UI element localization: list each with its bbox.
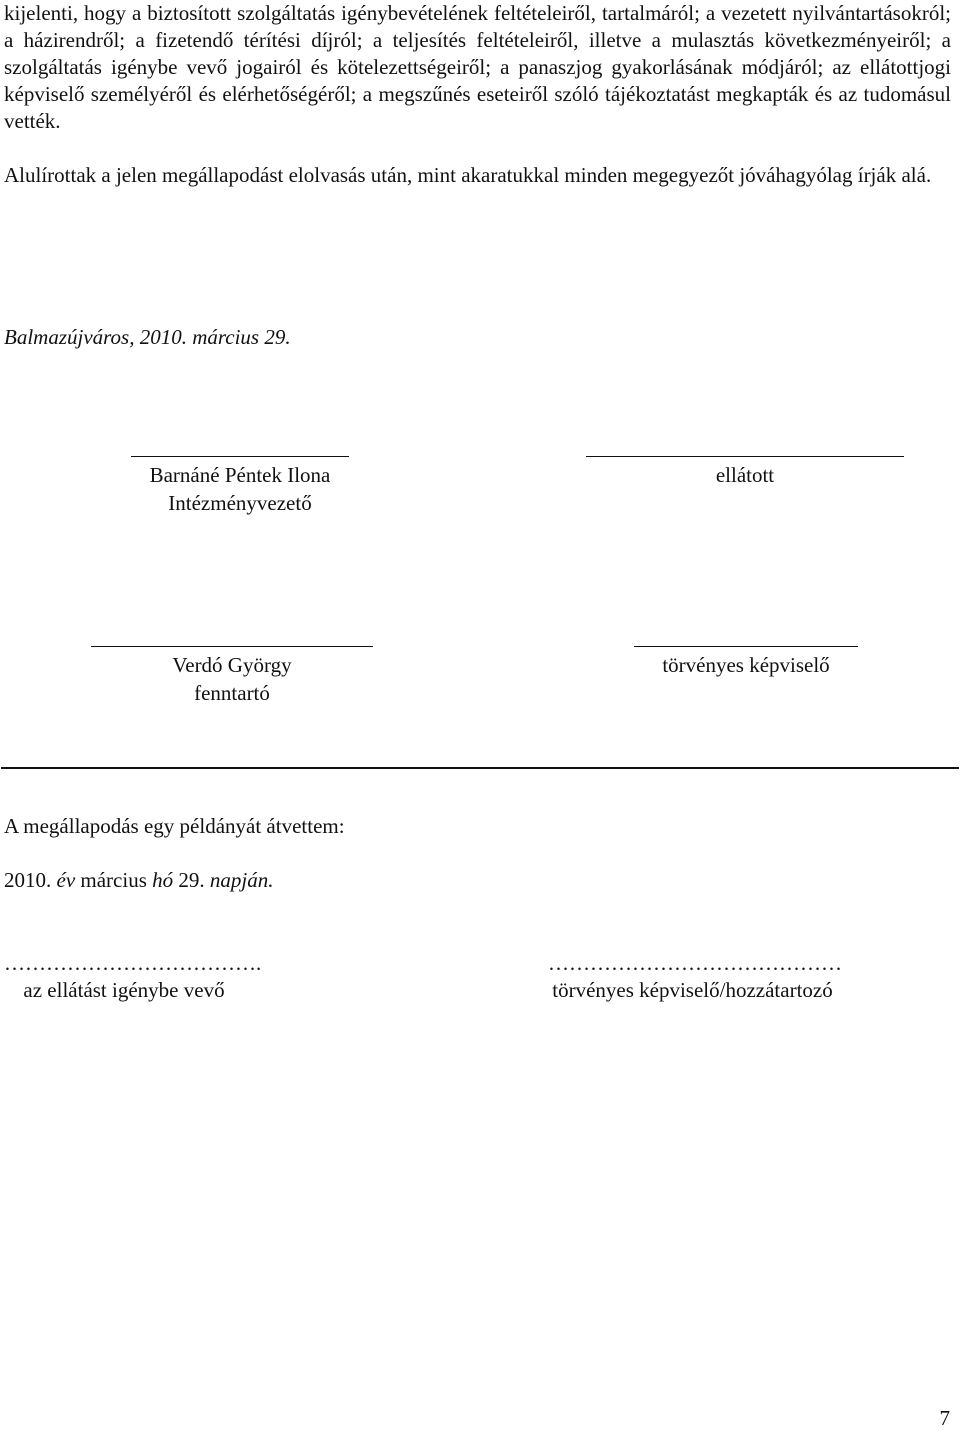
section-divider [1,767,959,769]
dotted-signature-line: …………………………………… [548,951,842,975]
signature-line [131,456,349,457]
receipt-signature-client [4,950,262,1004]
signer-name: Barnáné Péntek Ilona [149,463,331,487]
signature-block-maintainer [82,646,382,707]
receipt-date-ho: hó [152,868,174,892]
receipt-signer-label: az ellátást igénybe vevő [23,978,225,1002]
signer-role: fenntartó [194,681,270,705]
receipt-signer-label: törvényes képviselő/hozzátartozó [552,978,833,1002]
signature-block-director [120,456,360,517]
signer-role: törvényes képviselő [662,653,830,677]
signing-statement-paragraph: Alulírottak a jelen megállapodást elolvasás után, mint akaratukkal minden megegyezőt jóváhagyólag írják alá. [4,163,932,187]
signer-name: Verdó György [172,653,292,677]
dotted-signature-line: ………………………………. [4,951,262,975]
signature-line [91,646,373,647]
receipt-date [4,868,273,893]
receipt-date-year: 2010. [4,868,52,892]
receipt-date-month: március [80,868,147,892]
receipt-signature-representative [530,950,855,1004]
signature-line [586,456,904,457]
information-paragraph: kijelenti, hogy a biztosított szolgáltatás igénybevételének feltételeiről, tartalmáról; a vezetett nyilvántartásokról; a házirendről; a fizetendő térítési díjról; a teljesítés feltételeiről, illetve a mulasztás következményeiről; a szolgáltatás igénybe vevő jogairól és kötelezettségeiről; a panaszjog gyakorlásának módjáról; az ellátottjogi képviselő személyéről és elérhetőségéről; a megszűnés eseteiről szóló tájékoztatást megkapták és az tudomásul vették. [4,1,951,133]
receipt-date-day: 29. [178,868,205,892]
signer-role: ellátott [715,463,775,487]
receipt-date-ev: év [56,868,76,892]
page-number: 7 [939,1406,950,1430]
signature-block-client [580,456,910,489]
place-and-date: Balmazújváros, 2010. március 29. [4,325,291,349]
signature-line [634,646,858,647]
signer-role: Intézményvezető [168,491,312,515]
receipt-statement: A megállapodás egy példányát átvettem: [4,814,345,838]
receipt-date-napjan: napján. [209,868,274,892]
signature-block-legal-representative [628,646,864,679]
